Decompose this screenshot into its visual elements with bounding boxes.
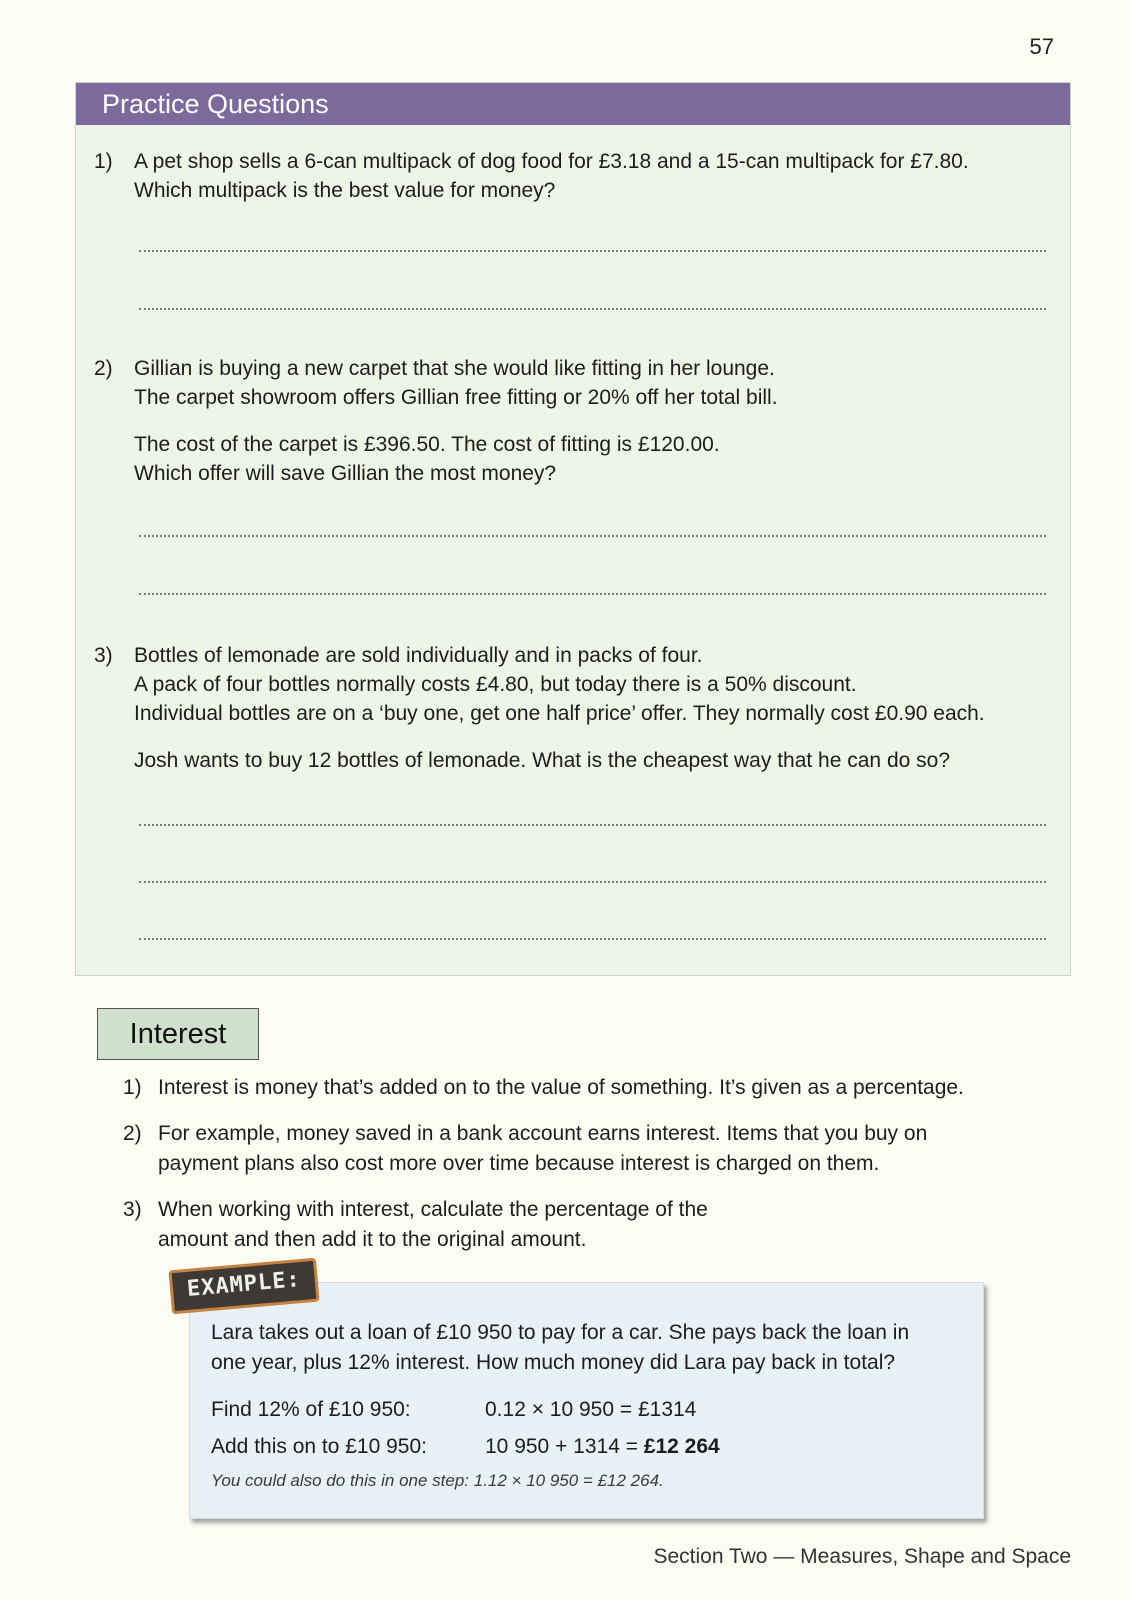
point-number: 3)	[123, 1198, 142, 1221]
question-text: A pack of four bottles normally costs £4.80, but today there is a 50% discount.	[134, 673, 857, 696]
answer-line[interactable]	[139, 593, 1046, 595]
answer-line[interactable]	[139, 938, 1046, 940]
question-text: Individual bottles are on a ‘buy one, get one half price’ offer. They normally cost £0.90 each.	[134, 702, 985, 725]
answer-line[interactable]	[139, 881, 1046, 883]
answer-line[interactable]	[139, 250, 1046, 252]
point-number: 1)	[123, 1076, 142, 1099]
example-question	[211, 1318, 971, 1378]
page-number: 57	[1029, 34, 1054, 59]
example-question-line: one year, plus 12% interest. How much money did Lara pay back in total?	[211, 1351, 896, 1374]
example-badge: EXAMPLE:	[168, 1258, 319, 1315]
question-number: 3)	[94, 644, 113, 667]
question-text: Gillian is buying a new carpet that she would like fitting in her lounge.	[134, 357, 775, 380]
practice-questions-header: Practice Questions	[76, 83, 1070, 125]
step-value-working: 10 950 + 1314 =	[485, 1435, 644, 1458]
question-3	[94, 641, 1048, 775]
step-value: 0.12 × 10 950 = £1314	[485, 1398, 697, 1421]
point-text: amount and then add it to the original amount.	[158, 1228, 587, 1251]
practice-questions-box	[75, 82, 1071, 976]
question-number: 1)	[94, 150, 113, 173]
interest-heading: Interest	[97, 1008, 259, 1060]
question-text: Josh wants to buy 12 bottles of lemonade. What is the cheapest way that he can do so?	[134, 749, 950, 772]
point-text: payment plans also cost more over time because interest is charged on them.	[158, 1152, 880, 1175]
answer-line[interactable]	[139, 308, 1046, 310]
example-note: You could also do this in one step: 1.12 × 10 950 = £12 264.	[211, 1471, 664, 1490]
question-text: Which offer will save Gillian the most money?	[134, 462, 557, 485]
footer-section-title: Section Two — Measures, Shape and Space	[653, 1545, 1071, 1568]
question-1	[94, 147, 1048, 205]
question-2	[94, 354, 1048, 488]
question-text: Bottles of lemonade are sold individually and in packs of four.	[134, 644, 703, 667]
question-text: A pet shop sells a 6-can multipack of dog food for £3.18 and a 15-can multipack for £7.80.	[134, 150, 969, 173]
answer-line[interactable]	[139, 535, 1046, 537]
point-number: 2)	[123, 1122, 142, 1145]
step-value-answer: £12 264	[643, 1435, 720, 1458]
interest-point-3	[123, 1195, 1043, 1255]
interest-point-1	[123, 1073, 1043, 1103]
question-text: The carpet showroom offers Gillian free fitting or 20% off her total bill.	[134, 386, 778, 409]
question-number: 2)	[94, 357, 113, 380]
answer-line[interactable]	[139, 824, 1046, 826]
point-text: For example, money saved in a bank account earns interest. Items that you buy on	[158, 1122, 928, 1145]
step-label: Find 12% of £10 950:	[211, 1398, 411, 1421]
example-question-line: Lara takes out a loan of £10 950 to pay for a car. She pays back the loan in	[211, 1321, 910, 1344]
question-text: Which multipack is the best value for money?	[134, 179, 556, 202]
question-text: The cost of the carpet is £396.50. The cost of fitting is £120.00.	[134, 433, 720, 456]
step-value	[485, 1432, 720, 1462]
point-text: When working with interest, calculate the percentage of the	[158, 1198, 708, 1221]
interest-point-2	[123, 1119, 1043, 1179]
step-label: Add this on to £10 950:	[211, 1435, 427, 1458]
point-text: Interest is money that’s added on to the value of something. It’s given as a percentage.	[158, 1076, 964, 1099]
